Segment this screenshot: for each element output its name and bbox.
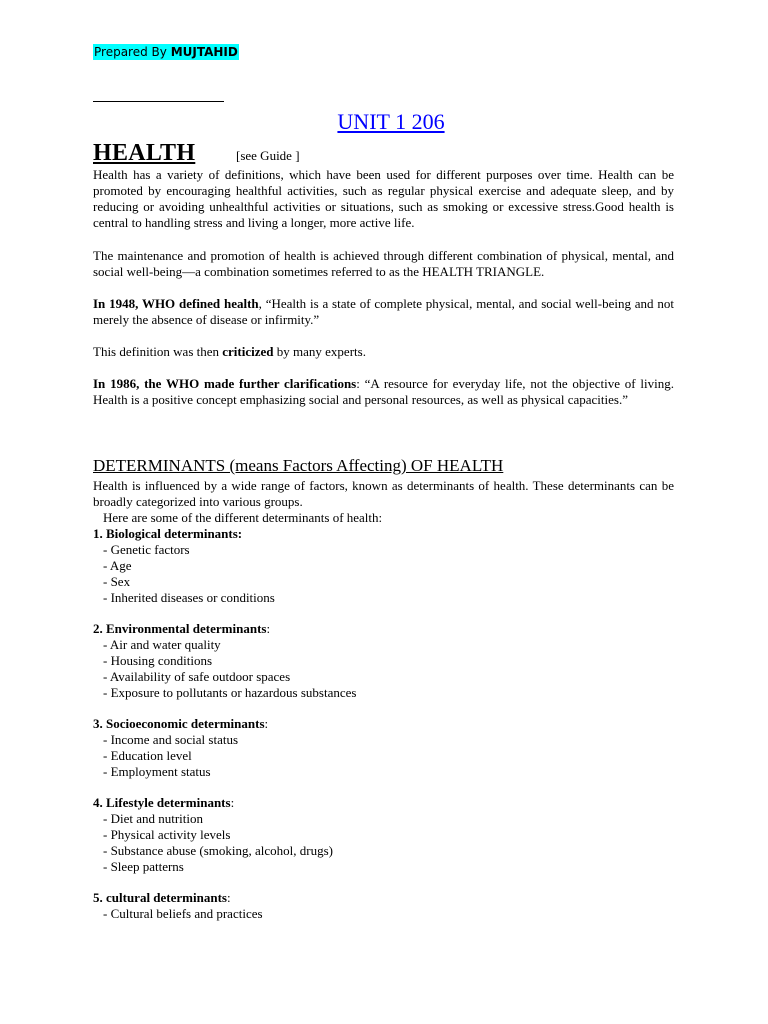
criticized-bold: criticized <box>222 344 274 359</box>
who-1948-text: , “Health is a state of complete physical, mental, and social well-being and not merely the absence of disease or infirmity.” <box>93 296 674 327</box>
list-item: - Inherited diseases or conditions <box>103 590 275 605</box>
health-heading: HEALTH <box>93 140 196 166</box>
list-item: - Genetic factors <box>103 542 190 557</box>
paragraph-criticized <box>93 344 674 360</box>
who-1986-bold: In 1986, the WHO made further clarifications <box>93 376 357 391</box>
who-1948-bold: In 1948, WHO defined health <box>93 296 259 311</box>
group-title-text: 5. cultural determinants <box>93 890 227 905</box>
paragraph-who-1986 <box>93 376 674 408</box>
list-item: - Cultural beliefs and practices <box>103 906 263 921</box>
prepared-by-label: Prepared By <box>94 45 171 59</box>
who-1986-text: : “A resource for everyday life, not the objective of living. Health is a positive concept emphasizing social and personal resources, as well as physical capacities.” <box>93 376 674 407</box>
group-title-text: 1. Biological determinants: <box>93 526 243 541</box>
unit-title-link[interactable]: UNIT 1 206 <box>337 109 445 134</box>
group-title-suffix: : <box>226 890 231 905</box>
prepared-by-banner <box>93 44 239 60</box>
criticized-pre: This definition was then <box>93 344 223 359</box>
group-title-environmental <box>93 621 270 637</box>
criticized-post: by many experts. <box>273 344 366 359</box>
group-title-cultural <box>93 890 231 906</box>
list-item: - Physical activity levels <box>103 827 231 842</box>
determinants-intro: Health is influenced by a wide range of factors, known as determinants of health. These determinants can be broadly categorized into various groups. <box>93 478 674 509</box>
list-item: - Housing conditions <box>103 653 213 668</box>
group-title-lifestyle <box>93 795 234 811</box>
list-item: - Education level <box>103 748 192 763</box>
list-item: - Air and water quality <box>103 637 221 652</box>
group-title-suffix: : <box>264 716 269 731</box>
group-title-text: 3. Socioeconomic determinants <box>93 716 265 731</box>
group-title-socioeconomic <box>93 716 268 732</box>
separator-line <box>93 101 224 102</box>
list-item: - Exposure to pollutants or hazardous substances <box>103 685 357 700</box>
list-item: - Employment status <box>103 764 211 779</box>
group-title-text: 2. Environmental determinants <box>93 621 267 636</box>
group-title-text: 4. Lifestyle determinants <box>93 795 231 810</box>
group-title-suffix: : <box>230 795 235 810</box>
paragraph-who-1948 <box>93 296 674 328</box>
list-item: - Substance abuse (smoking, alcohol, drugs) <box>103 843 333 858</box>
determinants-intro-2: Here are some of the different determinants of health: <box>103 510 383 525</box>
list-item: - Sex <box>103 574 131 589</box>
group-title-biological <box>93 526 242 542</box>
list-item: - Availability of safe outdoor spaces <box>103 669 291 684</box>
list-item: - Age <box>103 558 132 573</box>
paragraph-definitions: Health has a variety of definitions, which have been used for different purposes over time. Health can be promoted by encouraging healthful activities, such as regular physical exercise and adequate sleep, and by reducing or avoiding unhealthful activities or situations, such as smoking or excessive stress.Good health is central to handling stress and living a longer, more active life. <box>93 167 674 230</box>
determinants-heading: DETERMINANTS (means Factors Affecting) OF HEALTH <box>93 456 504 475</box>
see-guide-note: [see Guide ] <box>236 148 300 163</box>
group-title-suffix: : <box>266 621 271 636</box>
paragraph-health-triangle: The maintenance and promotion of health is achieved through different combination of physical, mental, and social well-being—a combination sometimes referred to as the HEALTH TRIANGLE. <box>93 248 674 279</box>
list-item: - Income and social status <box>103 732 239 747</box>
list-item: - Diet and nutrition <box>103 811 204 826</box>
author-name: MUJTAHID <box>170 45 238 59</box>
list-item: - Sleep patterns <box>103 859 184 874</box>
